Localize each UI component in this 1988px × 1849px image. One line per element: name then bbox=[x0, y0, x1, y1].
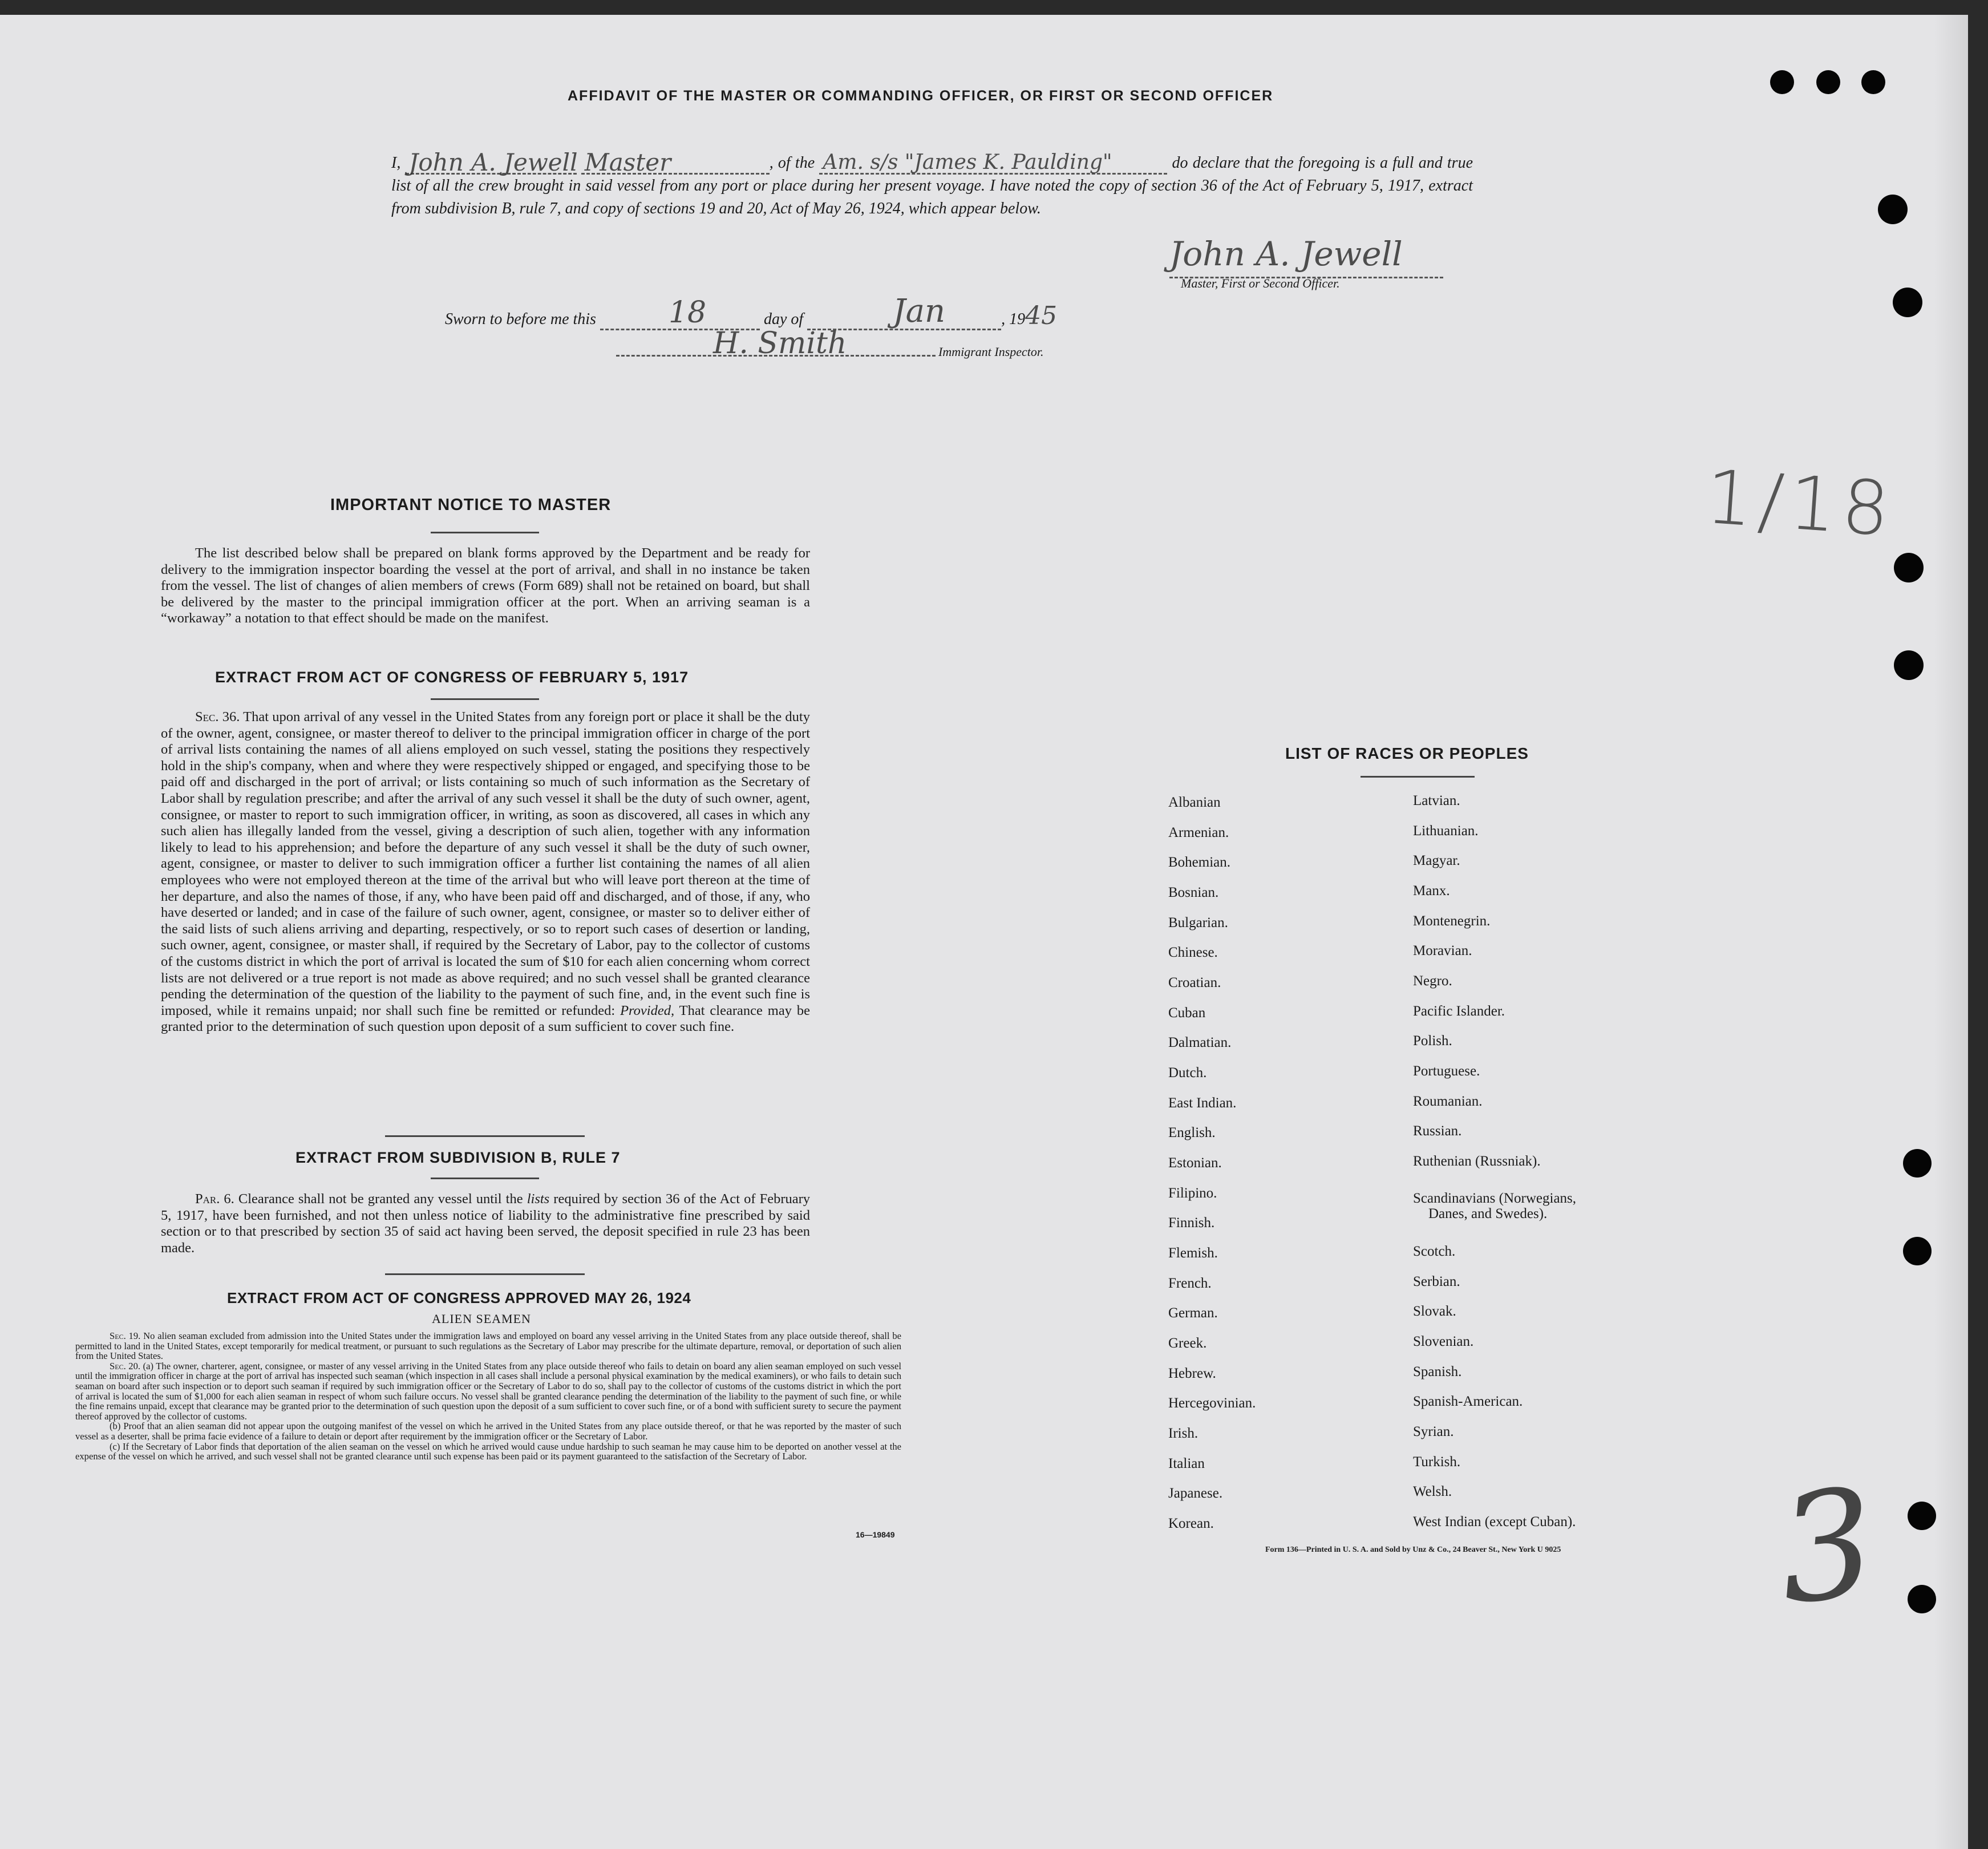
affidavit-i: I, bbox=[391, 154, 401, 172]
race-item: Ruthenian (Russniak). bbox=[1413, 1154, 1541, 1169]
punch-hole bbox=[1908, 1585, 1936, 1613]
punch-hole bbox=[1816, 70, 1840, 94]
race-item: Turkish. bbox=[1413, 1454, 1461, 1470]
vessel-handwriting: Am. s/s "James K. Paulding" bbox=[823, 151, 1112, 174]
race-item: Montenegrin. bbox=[1413, 913, 1491, 929]
race-item: Moravian. bbox=[1413, 943, 1472, 958]
race-item: Chinese. bbox=[1168, 945, 1218, 960]
divider bbox=[385, 1135, 585, 1137]
race-item: Syrian. bbox=[1413, 1424, 1454, 1439]
divider bbox=[431, 698, 539, 700]
race-item: Serbian. bbox=[1413, 1274, 1460, 1289]
race-item: Korean. bbox=[1168, 1516, 1214, 1531]
provided-word: Provided, bbox=[620, 1002, 675, 1018]
race-item: Magyar. bbox=[1413, 853, 1460, 868]
race-item: Polish. bbox=[1413, 1033, 1452, 1049]
act-1924-text bbox=[75, 1331, 901, 1462]
race-item: Hercegovinian. bbox=[1168, 1395, 1256, 1411]
race-item: Lithuanian. bbox=[1413, 823, 1479, 839]
of-the-label: , of the bbox=[769, 154, 815, 172]
race-item-continuation: Danes, and Swedes). bbox=[1428, 1206, 1548, 1221]
inspector-signature: H. Smith bbox=[713, 326, 847, 361]
punch-hole bbox=[1878, 195, 1908, 224]
title-field bbox=[581, 148, 770, 176]
rule-7-heading: EXTRACT FROM SUBDIVISION B, RULE 7 bbox=[295, 1149, 621, 1166]
races-list-heading: LIST OF RACES OR PEOPLES bbox=[1285, 745, 1529, 762]
race-item: Irish. bbox=[1168, 1426, 1199, 1441]
section-36-body-a: That upon arrival of any vessel in the United States from any foreign port or place it shall be the duty of the owner, agent, consignee, or master thereof to deliver to the principal immigration officer in charge of the port of arrival lists containing the names of all aliens employed on such vessel, stating the positions they respectively hold in the ship's company, when and where they were respectively shipped or engaged, and specifying those to be paid off and discharged in the port of arrival; or lists containing so much of such information as the Secretary of Labor shall by regulation prescribe; and after the arrival of any such vessel it shall be the duty of such owner, agent, consignee, or master to report to such immigration officer, in writing, as soon as discovered, all cases in which any such alien has illegally landed from the vessel, giving a description of such alien, together with any information likely to lead to his apprehension; and before the departure of any such vessel it shall be the duty of such owner, agent, consignee, or master to deliver to such immigration officer a further list containing the names of all alien employees who were not employed thereon at the time of the arrival but who will leave port thereon at the time of her departure, and also the names of those, if any, who have been paid off and discharged, and of those, if any, who have deserted or landed; and in case of the failure of such owner, agent, consignee, or master so to deliver either of the said lists of such aliens arriving and departing, respectively, or so to report such cases of desertion or landing, such owner, agent, consignee, or master shall, if required by the Secretary of Labor, pay to the collector of customs of the customs district in which the port of arrival is located the sum of $10 for each alien concerning whom correct lists are not delivered or a true report is not made as above required; and no such vessel shall be granted clearance pending the determination of the question of the liability to the payment of such fine, and, in the event such fine is imposed, while it remains unpaid; nor shall such fine be remitted or refunded: bbox=[161, 709, 810, 1018]
affidavit-body: that the foregoing is a full and true list of all the crew brought in said vessel from any port or place during her present voyage. I have noted the copy of section 36 of the Act of February 5, 1917, extract from subdivision B, rule 7, and copy of sections 19 and 20, Act of May 26, 1924, which appear below. bbox=[391, 154, 1473, 217]
punch-hole bbox=[1903, 1149, 1932, 1178]
race-item: Croatian. bbox=[1168, 975, 1221, 990]
notice-text: The list described below shall be prepared on blank forms approved by the Department and be ready for delivery to the immigration inspector boarding the vessel at the port of arrival, and shall in no instance be taken from the vessel. The list of changes of alien members of crews (Form 689) shall not be retained on board, but shall be delivered by the master to the principal immigration officer at the port. When an arriving seaman is a “workaway” a notation to that effect should be made on the manifest. bbox=[161, 545, 810, 626]
divider bbox=[431, 1178, 539, 1179]
race-item: Manx. bbox=[1413, 883, 1450, 899]
act-1924-heading: EXTRACT FROM ACT OF CONGRESS APPROVED MAY 26, 1924 bbox=[227, 1289, 691, 1306]
race-item: Japanese. bbox=[1168, 1486, 1223, 1501]
race-item: Bosnian. bbox=[1168, 885, 1219, 900]
race-item: Latvian. bbox=[1413, 793, 1460, 808]
day-handwriting: 18 bbox=[668, 296, 707, 330]
inspector-line bbox=[616, 355, 936, 357]
do-declare-label: do declare bbox=[1167, 154, 1240, 172]
race-item: West Indian (except Cuban). bbox=[1413, 1514, 1576, 1530]
race-item: Slovak. bbox=[1413, 1304, 1456, 1319]
section-36-label: Sec. 36. bbox=[195, 709, 240, 725]
race-item: Scotch. bbox=[1413, 1244, 1456, 1259]
month-handwriting: Jan bbox=[893, 293, 946, 330]
punch-hole bbox=[1908, 1502, 1936, 1530]
race-item: Russian. bbox=[1413, 1123, 1462, 1139]
printer-imprint: Form 136—Printed in U. S. A. and Sold by Unz & Co., 24 Beaver St., New York U 9025 bbox=[1265, 1545, 1561, 1554]
master-name-field bbox=[406, 148, 578, 176]
divider bbox=[385, 1273, 585, 1275]
race-item: Bulgarian. bbox=[1168, 915, 1228, 930]
section-20c-text: (c) If the Secretary of Labor finds that deportation of the alien seaman on the vessel on which he arrived would cause undue hardship to such seaman he may cause him to be deported on another vessel at the expense of the vessel on which he arrived, and such vessel shall not be granted clearance until such expense has been paid or its payment guaranteed to the satisfaction of the Secretary of Labor. bbox=[75, 1441, 901, 1462]
punch-hole bbox=[1903, 1237, 1932, 1265]
punch-hole bbox=[1861, 70, 1885, 94]
lists-word: lists bbox=[527, 1191, 550, 1207]
document-page bbox=[0, 15, 1968, 1849]
race-item: Filipino. bbox=[1168, 1186, 1217, 1201]
section-19-body: No alien seaman excluded from admission into the United States under the immigration laws and employed on board any vessel arriving in the United States from any place outside thereof, shall be permitted to land in the United States, except temporarily for medical treatment, or pursuant to such regulations as the Secretary of Labor may prescribe for the ultimate departure, removal, or deportation of such alien from the United States. bbox=[75, 1330, 901, 1362]
race-item: Negro. bbox=[1413, 973, 1452, 989]
inspector-signature-field bbox=[616, 326, 936, 361]
race-item: Greek. bbox=[1168, 1336, 1207, 1351]
punch-hole bbox=[1894, 553, 1924, 582]
sworn-prefix: Sworn to before me this bbox=[445, 310, 596, 328]
race-item: Portuguese. bbox=[1413, 1063, 1480, 1079]
race-item: Albanian bbox=[1168, 795, 1221, 810]
race-item: Spanish-American. bbox=[1413, 1394, 1523, 1409]
race-item: East Indian. bbox=[1168, 1095, 1237, 1111]
paragraph-6-text bbox=[161, 1191, 810, 1256]
section-20a-text bbox=[75, 1361, 901, 1422]
affidavit-title: AFFIDAVIT OF THE MASTER OR COMMANDING OFFICER, OR FIRST OR SECOND OFFICER bbox=[568, 88, 1274, 104]
race-item: Hebrew. bbox=[1168, 1366, 1216, 1381]
punch-hole bbox=[1894, 650, 1924, 680]
race-item: Finnish. bbox=[1168, 1215, 1215, 1231]
title-handwriting: Master bbox=[584, 148, 671, 176]
paragraph-6-label: Par. 6. bbox=[195, 1191, 234, 1207]
race-item: French. bbox=[1168, 1276, 1212, 1291]
alien-seamen-subheading: ALIEN SEAMEN bbox=[432, 1312, 531, 1326]
race-item: Spanish. bbox=[1413, 1364, 1462, 1379]
inspector-caption: Immigrant Inspector. bbox=[938, 345, 1044, 359]
race-item: German. bbox=[1168, 1305, 1218, 1321]
section-20a-body: (a) The owner, charterer, agent, consignee, or master of any vessel arriving in the United States from any place outside thereof who fails to detain on board any alien seaman employed on such vessel until the immigration officer in charge at the port of arrival has inspected such seaman (which inspection in all cases shall include a personal physical examination by the medical examiners), or who fails to detain such seaman on board after such inspection or to deport such seaman if required by such immigration officer or the Secretary of Labor to do so, shall pay to the collector of customs of the customs district in which the port of arrival is located the sum of $1,000 for each alien seaman in respect of whom such failure occurs. No vessel shall be granted clearance pending the determination of the liability to the payment of such fine, or while the fine remains unpaid, except that clearance may be granted prior to the determination of such question upon the deposit of a sum sufficient to cover such fine, or of a bond with sufficient surety to secure the payment thereof approved by the collector of customs. bbox=[75, 1360, 901, 1422]
signature-caption: Master, First or Second Officer. bbox=[1181, 276, 1340, 290]
paragraph-6-body-b: required by section 36 of the Act of February 5, 1917, have been furnished, and not then unless notice of liability to the administrative fine prescribed by said section or to that prescribed by section 35 of said act having been served, the deposit specified in rule 23 has been made. bbox=[161, 1191, 811, 1256]
race-item: Dalmatian. bbox=[1168, 1035, 1232, 1050]
section-19-text bbox=[75, 1331, 901, 1361]
form-number: 16—19849 bbox=[856, 1530, 895, 1539]
divider bbox=[431, 532, 539, 533]
section-20-label: Sec. 20. bbox=[110, 1360, 141, 1371]
race-item: Italian bbox=[1168, 1456, 1205, 1471]
punch-hole bbox=[1770, 70, 1794, 94]
master-signature: John A. Jewell bbox=[1169, 234, 1403, 273]
section-20b-text: (b) Proof that an alien seaman did not appear upon the outgoing manifest of the vessel on which he arrived in the United States from any place outside thereof, or that he was reported by the master of such vessel as a deserter, shall be prima facie evidence of a failure to detain or deport after requirement by the immigration officer or the Secretary of Labor. bbox=[75, 1421, 901, 1442]
master-name-handwriting: John A. Jewell bbox=[408, 148, 578, 176]
handwritten-page-mark: 1/18 bbox=[1703, 453, 1898, 553]
section-36-body-b: That clearance may be granted prior to the determination of such question upon deposit of a sum sufficient to cover such fine. bbox=[161, 1002, 811, 1035]
race-item: Flemish. bbox=[1168, 1245, 1218, 1261]
race-item: Welsh. bbox=[1413, 1484, 1452, 1499]
race-item: Slovenian. bbox=[1413, 1334, 1474, 1349]
vessel-field bbox=[819, 151, 1167, 175]
race-item: Dutch. bbox=[1168, 1065, 1207, 1081]
race-item: Roumanian. bbox=[1413, 1094, 1483, 1109]
punch-hole bbox=[1893, 288, 1922, 317]
race-item: Cuban bbox=[1168, 1005, 1206, 1021]
divider bbox=[1361, 776, 1475, 778]
year-prefix: , 19 bbox=[1001, 310, 1026, 328]
affidavit-text bbox=[391, 148, 1473, 220]
race-item: Bohemian. bbox=[1168, 855, 1231, 870]
race-item: English. bbox=[1168, 1125, 1216, 1140]
act-1917-heading: EXTRACT FROM ACT OF CONGRESS OF FEBRUARY 5, 1917 bbox=[215, 669, 689, 686]
section-19-label: Sec. 19. bbox=[110, 1330, 141, 1341]
paragraph-6-body-a: Clearance shall not be granted any vessel until the bbox=[238, 1191, 523, 1207]
day-of-label: day of bbox=[763, 310, 804, 328]
race-item: Estonian. bbox=[1168, 1155, 1222, 1171]
race-item: Pacific Islander. bbox=[1413, 1004, 1505, 1019]
notice-heading: IMPORTANT NOTICE TO MASTER bbox=[330, 496, 612, 514]
handwritten-number-mark: 3 bbox=[1771, 1456, 1883, 1638]
page-edge-shadow bbox=[1934, 15, 1968, 1849]
year-handwriting: 45 bbox=[1025, 301, 1058, 330]
section-36-text bbox=[161, 709, 810, 1035]
race-item: Armenian. bbox=[1168, 825, 1229, 840]
race-item: Scandinavians (Norwegians, bbox=[1413, 1191, 1577, 1206]
